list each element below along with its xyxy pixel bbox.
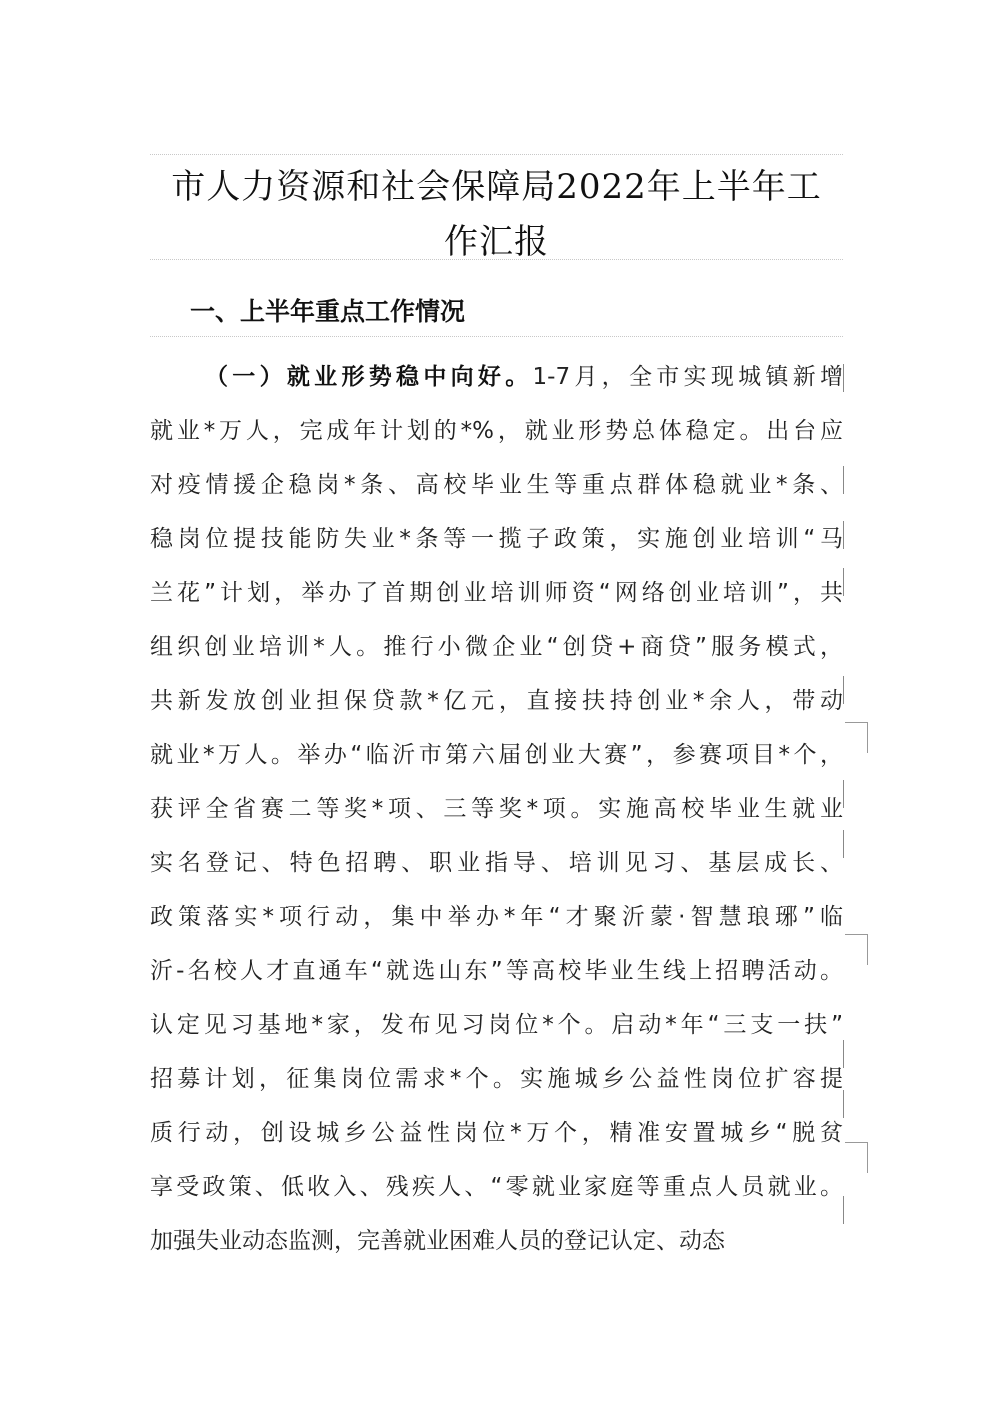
section-rule xyxy=(150,336,843,337)
paragraph-line: 就业*万人，完成年计划的*%，就业形势总体稳定。出台应 xyxy=(150,418,843,444)
paragraph-line: 兰花”计划，举办了首期创业培训师资“网络创业培训”，共 xyxy=(150,580,843,606)
paragraph-line: 对疫情援企稳岗*条、高校毕业生等重点群体稳就业*条、 xyxy=(150,472,843,498)
paragraph-line: 质行动，创设城乡公益性岗位*万个，精准安置城乡“脱贫 xyxy=(150,1120,843,1146)
margin-mark xyxy=(843,364,844,392)
paragraph-line: 实名登记、特色招聘、职业指导、培训见习、基层成长、 xyxy=(150,850,843,876)
paragraph-line: 招募计划，征集岗位需求*个。实施城乡公益性岗位扩容提 xyxy=(150,1066,843,1092)
paragraph-line: 获评全省赛二等奖*项、三等奖*项。实施高校毕业生就业 xyxy=(150,796,843,822)
paragraph-line xyxy=(150,356,843,410)
margin-mark xyxy=(843,1040,844,1068)
paragraph-line: 加强失业动态监测，完善就业困难人员的登记认定、动态 xyxy=(150,1228,725,1254)
paragraph-line: 就业*万人。举办“临沂市第六届创业大赛”，参赛项目*个， xyxy=(150,742,843,768)
margin-corner-mark xyxy=(845,722,868,753)
title-line-1: 市人力资源和社会保障局2022年上半年工 xyxy=(171,167,822,207)
margin-mark xyxy=(843,830,844,858)
paragraph-line: 沂-名校人才直通车“就选山东”等高校毕业生线上招聘活动。 xyxy=(150,958,843,984)
paragraph-line: 享受政策、低收入、残疾人、“零就业家庭等重点人员就业。 xyxy=(150,1174,843,1200)
paragraph-body xyxy=(150,356,850,1274)
margin-mark xyxy=(843,1196,844,1224)
paragraph-line: 认定见习基地*家，发布见习岗位*个。启动*年“三支一扶” xyxy=(150,1012,843,1038)
margin-mark xyxy=(843,521,844,549)
margin-mark xyxy=(843,568,844,596)
paragraph-line: 政策落实*项行动，集中举办*年“才聚沂蒙·智慧琅琊”临 xyxy=(150,904,843,930)
margin-corner-mark xyxy=(845,1142,868,1173)
margin-mark xyxy=(843,1090,844,1118)
margin-mark xyxy=(843,676,844,704)
header-rule-top xyxy=(150,154,843,155)
paragraph-line: 组织创业培训*人。推行小微企业“创贷+商贷”服务模式， xyxy=(150,634,843,660)
paragraph-lead: （一）就业形势稳中向好。 xyxy=(205,364,533,390)
document-title xyxy=(150,160,843,270)
margin-corner-mark xyxy=(845,934,868,965)
margin-mark xyxy=(843,780,844,808)
header-rule-bottom xyxy=(150,259,843,260)
paragraph-line-text: 1-7月，全市实现城镇新增 xyxy=(532,364,844,390)
paragraph-line: 稳岗位提技能防失业*条等一揽子政策，实施创业培训“马 xyxy=(150,526,843,552)
section-heading: 一、上半年重点工作情况 xyxy=(190,297,466,326)
title-line-2: 作汇报 xyxy=(444,222,549,262)
margin-mark xyxy=(843,466,844,494)
paragraph-line: 共新发放创业担保贷款*亿元，直接扶持创业*余人，带动 xyxy=(150,688,843,714)
